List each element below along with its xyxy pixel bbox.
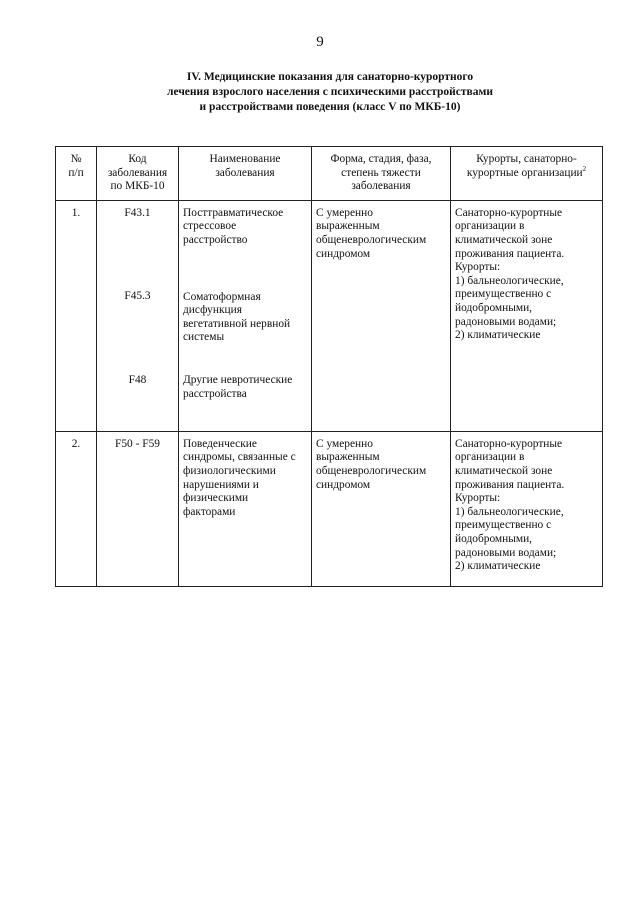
footnote-marker: 2	[582, 164, 587, 173]
cell-number: 1.	[56, 200, 97, 431]
header-text	[454, 164, 599, 181]
text-line: Соматоформная	[183, 290, 261, 303]
header-form-stage	[312, 147, 451, 201]
header-code	[97, 147, 179, 201]
text-line: 2) климатические	[455, 560, 541, 573]
indications-table	[55, 146, 603, 587]
cell-code	[97, 431, 179, 586]
text-line: расстройство	[183, 233, 248, 246]
text-line: 1) бальнеологические,	[455, 505, 564, 518]
text-line: системы	[183, 331, 225, 344]
header-text: заболевания	[215, 166, 275, 179]
text-line: расстройства	[183, 387, 247, 400]
text-line: йодобромными,	[455, 532, 533, 545]
text-line: стрессовое	[183, 220, 237, 233]
text-line: синдромом	[316, 247, 371, 260]
text-line: выраженным	[316, 220, 380, 233]
cell-number: 2.	[56, 431, 97, 586]
disease-code: F50 - F59	[115, 437, 160, 450]
text-line: 1) бальнеологические,	[455, 274, 564, 287]
text-line: радоновыми водами;	[455, 315, 557, 328]
text-line: физическими	[183, 492, 249, 505]
header-text: Курорты, санаторно-	[476, 153, 577, 165]
cell-disease-name	[179, 431, 312, 586]
disease-code: F43.1	[124, 206, 151, 219]
text-line: общеневрологическим	[316, 233, 427, 246]
text-line: нарушениями и	[183, 478, 259, 491]
title-line: и расстройствами поведения (класс V по МКБ-10)	[199, 101, 461, 113]
text-line: йодобромными,	[455, 301, 533, 314]
header-text: заболевания	[351, 180, 411, 193]
disease-name	[183, 291, 307, 345]
text-line: Другие невротические	[183, 373, 293, 386]
text-line: радоновыми водами;	[455, 546, 557, 559]
text-line: Поведенческие	[183, 437, 257, 450]
text-line: проживания пациента.	[455, 478, 565, 491]
cell-code	[97, 200, 179, 431]
text-line: общеневрологическим	[316, 464, 427, 477]
cell-resorts	[451, 431, 603, 586]
title-line: лечения взрослого населения с психическими расстройствами	[167, 86, 493, 98]
disease-code: F48	[128, 373, 147, 386]
text-line: климатической зоне	[455, 464, 553, 477]
text-line: Посттравматическое	[183, 206, 284, 219]
text-line: С умеренно	[316, 437, 373, 450]
text-line: Санаторно-курортные	[455, 437, 563, 450]
text-line: преимущественно с	[455, 519, 552, 532]
cell-form-stage	[312, 200, 451, 431]
disease-name	[183, 207, 307, 248]
cell-disease-name	[179, 200, 312, 431]
header-text: п/п	[68, 166, 84, 179]
header-text: по МКБ-10	[110, 180, 165, 193]
text-line: факторами	[183, 505, 236, 518]
text-line: проживания пациента.	[455, 247, 565, 260]
disease-code: F45.3	[124, 290, 151, 303]
header-text: Наименование	[209, 153, 281, 165]
header-text: №	[70, 153, 82, 165]
disease-name	[183, 374, 307, 401]
header-disease-name	[179, 147, 312, 201]
table-row	[56, 431, 603, 586]
header-text: Код	[128, 153, 147, 165]
text-line: Курорты:	[455, 492, 501, 505]
table-header-row	[56, 147, 603, 201]
page-number: 9	[316, 34, 324, 50]
section-title	[120, 70, 540, 115]
header-text: заболевания	[107, 166, 168, 179]
text-line: организации в	[455, 451, 525, 464]
text-line: С умеренно	[316, 206, 373, 219]
header-number	[56, 147, 97, 201]
text-line: синдромом	[316, 478, 371, 491]
text-line: физиологическими	[183, 464, 276, 477]
text-line: синдромы, связанные с	[183, 451, 296, 464]
header-text: курортные организации	[466, 166, 583, 179]
title-line: IV. Медицинские показания для санаторно-курортного	[186, 71, 474, 83]
header-text: Форма, стадия, фаза,	[330, 153, 432, 165]
cell-form-stage	[312, 431, 451, 586]
cell-resorts	[451, 200, 603, 431]
text-line: дисфункция	[183, 304, 242, 317]
text-line: преимущественно с	[455, 288, 552, 301]
text-line: организации в	[455, 220, 525, 233]
table-row	[56, 200, 603, 431]
text-line: климатической зоне	[455, 233, 553, 246]
text-line: вегетативной нервной	[183, 317, 291, 330]
header-resorts	[451, 147, 603, 201]
text-line: Санаторно-курортные	[455, 206, 563, 219]
text-line: 2) климатические	[455, 329, 541, 342]
header-text: степень тяжести	[341, 166, 421, 179]
text-line: выраженным	[316, 451, 380, 464]
text-line: Курорты:	[455, 261, 501, 274]
